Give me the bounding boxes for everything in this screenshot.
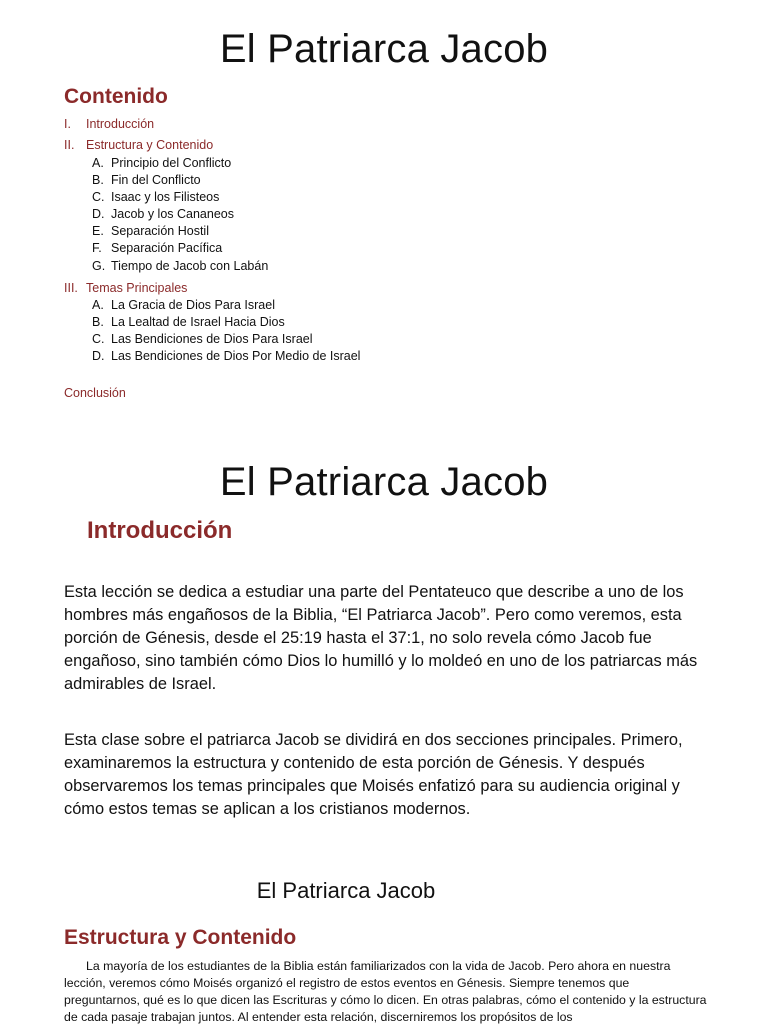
toc-subitem-number: B. xyxy=(92,173,104,187)
section-heading-introduccion: Introducción xyxy=(87,517,233,544)
toc-subitem-label: Fin del Conflicto xyxy=(111,173,201,187)
toc-number: II. xyxy=(64,138,75,152)
section-heading-estructura: Estructura y Contenido xyxy=(64,926,297,949)
toc-subitem[interactable] xyxy=(92,174,201,187)
toc-subitem-label: La Lealtad de Israel Hacia Dios xyxy=(111,315,285,329)
toc-subitem-label: Jacob y los Cananeos xyxy=(111,207,234,221)
toc-heading: Contenido xyxy=(64,85,168,108)
toc-subitem[interactable] xyxy=(92,299,275,312)
toc-item-temas[interactable] xyxy=(64,282,187,295)
toc-subitem-label: Separación Pacífica xyxy=(111,241,223,255)
toc-subitem-number: A. xyxy=(92,156,104,170)
toc-subitem-number: E. xyxy=(92,224,104,238)
toc-label: Temas Principales xyxy=(86,281,188,295)
toc-item-introduccion[interactable] xyxy=(64,118,154,131)
toc-subitem[interactable] xyxy=(92,333,313,346)
toc-subitem-label: Tiempo de Jacob con Labán xyxy=(111,259,269,273)
toc-subitem[interactable] xyxy=(92,225,209,238)
toc-subitem-number: G. xyxy=(92,259,106,273)
toc-subitem-label: Isaac y los Filisteos xyxy=(111,190,220,204)
toc-subitem-label: Las Bendiciones de Dios Para Israel xyxy=(111,332,313,346)
toc-subitem-label: La Gracia de Dios Para Israel xyxy=(111,298,275,312)
toc-subitem[interactable] xyxy=(92,350,360,363)
toc-number: I. xyxy=(64,117,71,131)
toc-item-conclusion[interactable]: Conclusión xyxy=(64,386,126,400)
intro-paragraph-1: Esta lección se dedica a estudiar una parte del Pentateuco que describe a uno de los hombres más engañosos de la Biblia, “El Patriarca Jacob”. Pero como veremos, esta porción de Génesis, desde el 25:19 hasta el 37:1, no solo revela cómo Jacob fue engañoso, sino también cómo Dios lo humilló y lo moldeó en uno de los patriarcas más admirables de Israel. xyxy=(64,583,698,693)
toc-subitem-number: F. xyxy=(92,241,102,255)
toc-subitem-number: C. xyxy=(92,190,105,204)
toc-item-estructura[interactable] xyxy=(64,139,213,152)
intro-paragraph-2: Esta clase sobre el patriarca Jacob se dividirá en dos secciones principales. Primero, examinaremos la estructura y contenido de esta porción de Génesis. Y después observaremos los temas principales que Moisés enfatizó para su audiencia original y cómo estos temas se aplican a los cristianos modernos. xyxy=(64,731,683,818)
toc-subitem[interactable] xyxy=(92,157,231,170)
page-title: El Patriarca Jacob xyxy=(219,27,549,71)
estructura-paragraph: La mayoría de los estudiantes de la Biblia están familiarizados con la vida de Jacob. Pero ahora en nuestra lección, veremos cómo Moisés organizó el registro de estos eventos en Génesis. Siempre tenemos que preguntarnos, qué es lo que dicen las Escrituras y cómo lo dicen. En otras palabras, cómo el contenido y la estructura de cada pasaje trabajan juntos. Al entender esta relación, discerniremos los propósitos de los xyxy=(64,959,707,1024)
toc-subitem[interactable] xyxy=(92,208,234,221)
toc-subitem[interactable] xyxy=(92,316,285,329)
toc-subitem-number: A. xyxy=(92,298,104,312)
toc-subitem-label: Principio del Conflicto xyxy=(111,156,232,170)
toc-subitem[interactable] xyxy=(92,260,268,273)
toc-number: III. xyxy=(64,281,78,295)
section-title: El Patriarca Jacob xyxy=(219,460,549,504)
toc-label: Estructura y Contenido xyxy=(86,138,214,152)
toc-subitem[interactable] xyxy=(92,242,222,255)
section-title-small: El Patriarca Jacob xyxy=(256,878,436,903)
toc-subitem-number: D. xyxy=(92,207,105,221)
toc-label: Introducción xyxy=(86,117,155,131)
toc-subitem[interactable] xyxy=(92,191,219,204)
toc-subitem-label: Separación Hostil xyxy=(111,224,209,238)
toc-subitem-number: D. xyxy=(92,349,105,363)
toc-subitem-label: Las Bendiciones de Dios Por Medio de Israel xyxy=(111,349,361,363)
toc-subitem-number: C. xyxy=(92,332,105,346)
toc-subitem-number: B. xyxy=(92,315,104,329)
